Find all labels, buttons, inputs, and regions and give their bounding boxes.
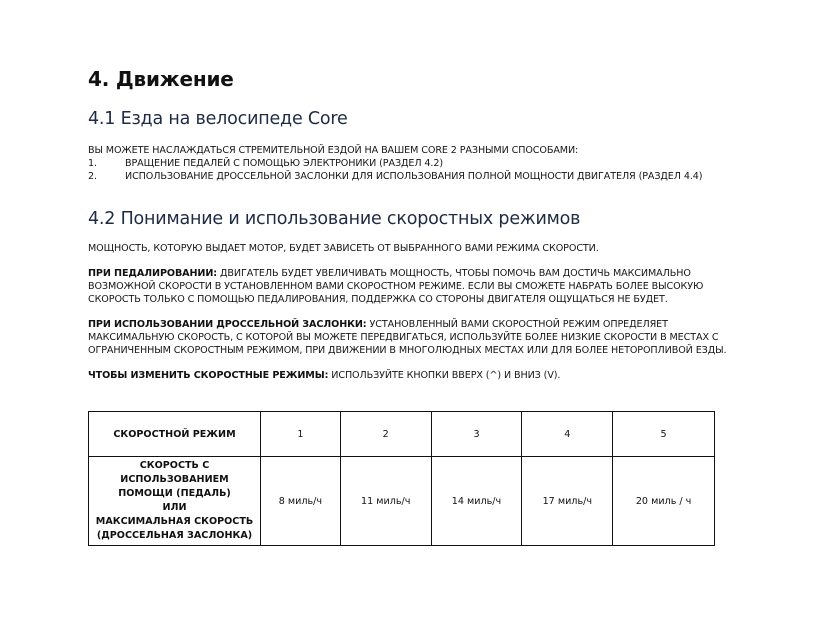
list-item-number: 2. bbox=[88, 171, 97, 182]
table-cell-mode: 5 bbox=[613, 412, 715, 457]
paragraph-pedaling-text: ДВИГАТЕЛЬ БУДЕТ УВЕЛИЧИВАТЬ МОЩНОСТЬ, ЧТОБЫ ПОМОЧЬ ВАМ ДОСТИЧЬ МАКСИМАЛЬНО ВОЗМОЖНОЙ СКОРОСТИ В УСТАНОВЛЕННОМ ВАМИ СКОРОСТНОМ РЕЖИМЕ. ЕСЛИ ВЫ СМОЖЕТЕ НАБРАТЬ БОЛЕЕ ВЫСОКУЮ СКОРОСТЬ ТОЛЬКО С ПОМОЩЬЮ ПЕДАЛИРОВАНИЯ, ПОДДЕРЖКА СО СТОРОНЫ ДВИГАТЕЛЯ ОЩУЩАТЬСЯ НЕ БУДЕТ. bbox=[88, 268, 704, 305]
table-cell-speed: 20 миль / ч bbox=[613, 457, 715, 546]
table-cell-mode: 4 bbox=[522, 412, 613, 457]
table-cell-mode: 3 bbox=[431, 412, 522, 457]
table-header-line: (ДРОССЕЛЬНАЯ ЗАСЛОНКА) bbox=[96, 530, 253, 541]
list-item-text: ВРАЩЕНИЕ ПЕДАЛЕЙ С ПОМОЩЬЮ ЭЛЕКТРОНИКИ (РАЗДЕЛ 4.2) bbox=[125, 158, 444, 169]
table-header-speed bbox=[89, 457, 261, 546]
table-header-line: ИЛИ bbox=[162, 502, 187, 513]
table-row bbox=[89, 412, 715, 457]
paragraph-throttle-label: ПРИ ИСПОЛЬЗОВАНИИ ДРОССЕЛЬНОЙ ЗАСЛОНКИ: bbox=[88, 319, 367, 330]
page-title: 4. Движение bbox=[88, 67, 234, 91]
table-header-line: ИСПОЛЬЗОВАНИЕМ bbox=[120, 474, 229, 485]
list-item-number: 1. bbox=[88, 158, 97, 169]
table-cell-speed: 11 миль/ч bbox=[340, 457, 431, 546]
table-cell-speed: 17 миль/ч bbox=[522, 457, 613, 546]
table-cell-speed: 14 миль/ч bbox=[431, 457, 522, 546]
table-cell-mode: 1 bbox=[261, 412, 341, 457]
paragraph-change-modes-text: ИСПОЛЬЗУЙТЕ КНОПКИ ВВЕРХ (^) И ВНИЗ (V). bbox=[331, 370, 561, 381]
paragraph-power: МОЩНОСТЬ, КОТОРУЮ ВЫДАЕТ МОТОР, БУДЕТ ЗАВИСЕТЬ ОТ ВЫБРАННОГО ВАМИ РЕЖИМА СКОРОСТИ. bbox=[88, 243, 599, 254]
list-item bbox=[88, 157, 748, 170]
section-4-1-body bbox=[88, 144, 748, 183]
section-title-4-2: 4.2 Понимание и использование скоростных режимов bbox=[88, 209, 581, 229]
table-row bbox=[89, 457, 715, 546]
table-cell-speed: 8 миль/ч bbox=[261, 457, 341, 546]
section-title-4-1: 4.1 Езда на велосипеде Core bbox=[88, 109, 348, 129]
paragraph-throttle-text: УСТАНОВЛЕННЫЙ ВАМИ СКОРОСТНОЙ РЕЖИМ ОПРЕДЕЛЯЕТ МАКСИМАЛЬНУЮ СКОРОСТЬ, С КОТОРОЙ ВЫ МОЖЕТЕ ПЕРЕДВИГАТЬСЯ, ИСПОЛЬЗУЙТЕ БОЛЕЕ НИЗКИЕ СКОРОСТИ В МЕСТАХ С ОГРАНИЧЕННЫМ СКОРОСТНЫМ РЕЖИМОМ, ПРИ ДВИЖЕНИИ В МНОГОЛЮДНЫХ МЕСТАХ ИЛИ ДЛЯ БОЛЕЕ НЕТОРОПЛИВОЙ ЕЗДЫ. bbox=[88, 319, 727, 356]
paragraph-throttle bbox=[88, 318, 748, 357]
paragraph-pedaling-label: ПРИ ПЕДАЛИРОВАНИИ: bbox=[88, 268, 218, 279]
manual-page bbox=[88, 66, 748, 541]
speed-mode-table bbox=[88, 411, 715, 546]
table-header-line: ПОМОЩИ (ПЕДАЛЬ) bbox=[118, 488, 231, 499]
paragraph-change-modes-label: ЧТОБЫ ИЗМЕНИТЬ СКОРОСТНЫЕ РЕЖИМЫ: bbox=[88, 370, 329, 381]
paragraph-change-modes bbox=[88, 369, 748, 382]
table-header-speed-mode: СКОРОСТНОЙ РЕЖИМ bbox=[89, 412, 261, 457]
table-header-line: МАКСИМАЛЬНАЯ СКОРОСТЬ bbox=[95, 516, 254, 527]
table-cell-mode: 2 bbox=[340, 412, 431, 457]
section-4-1-intro: ВЫ МОЖЕТЕ НАСЛАЖДАТЬСЯ СТРЕМИТЕЛЬНОЙ ЕЗДОЙ НА ВАШЕМ CORE 2 РАЗНЫМИ СПОСОБАМИ: bbox=[88, 145, 579, 156]
paragraph-pedaling bbox=[88, 267, 748, 306]
table-header-line: СКОРОСТЬ С bbox=[139, 460, 210, 471]
list-item-text: ИСПОЛЬЗОВАНИЕ ДРОССЕЛЬНОЙ ЗАСЛОНКИ ДЛЯ ИСПОЛЬЗОВАНИЯ ПОЛНОЙ МОЩНОСТИ ДВИГАТЕЛЯ (РАЗДЕЛ 4.4) bbox=[125, 171, 703, 182]
list-item bbox=[88, 170, 748, 183]
